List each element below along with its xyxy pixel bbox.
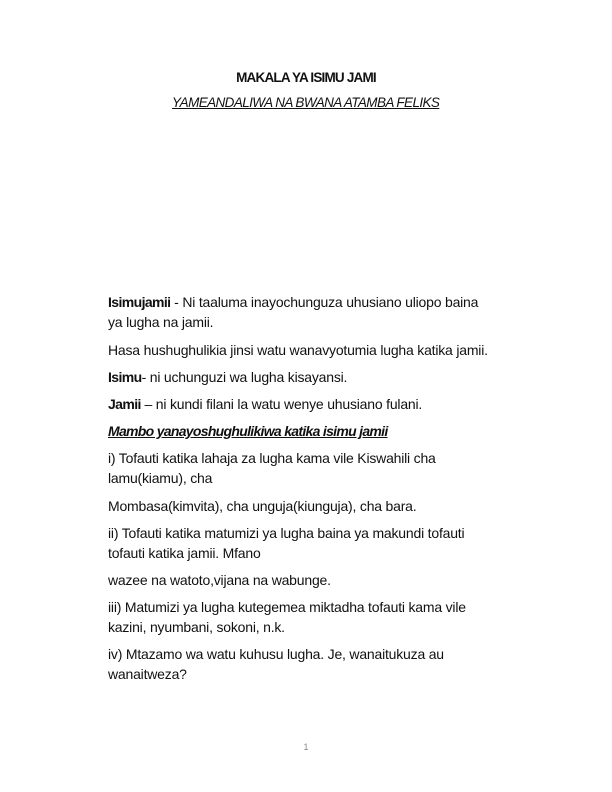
list-item: lamu(kiamu), cha xyxy=(108,470,213,486)
page-number: 1 xyxy=(303,742,309,752)
term: Isimujamii xyxy=(108,294,171,310)
list-item: wazee na watoto,vijana na wabunge. xyxy=(108,572,331,588)
definition-jamii xyxy=(108,396,422,412)
list-item: iv) Mtazamo wa watu kuhusu lugha. Je, wanaitukuza au xyxy=(108,646,444,662)
list-item: iii) Matumizi ya lugha kutegemea miktadha tofauti kama vile xyxy=(108,599,466,615)
list-item: Mombasa(kimvita), cha unguja(kiunguja), cha bara. xyxy=(108,498,417,514)
list-item: ii) Tofauti katika matumizi ya lugha baina ya makundi tofauti xyxy=(108,525,465,541)
definition-continuation: ya lugha na jamii. xyxy=(108,314,214,330)
definition-text: – ni kundi filani la watu wenye uhusiano fulani. xyxy=(140,396,423,412)
paragraph: Hasa hushughulikia jinsi watu wanavyotumia lugha katika jamii. xyxy=(108,342,488,358)
definition-isimujamii xyxy=(108,294,478,310)
definition-text: - ni uchunguzi wa lugha kisayansi. xyxy=(141,369,348,385)
document-title: MAKALA YA ISIMU JAMI xyxy=(236,70,376,85)
term: Isimu xyxy=(108,369,142,385)
term: Jamii xyxy=(108,396,141,412)
list-item: kazini, nyumbani, sokoni, n.k. xyxy=(108,619,285,635)
list-item: wanaitweza? xyxy=(108,666,187,682)
section-heading: Mambo yanayoshughulikiwa katika isimu jamii xyxy=(108,423,388,439)
list-item: i) Tofauti katika lahaja za lugha kama vile Kiswahili cha xyxy=(108,450,436,466)
list-item: tofauti katika jamii. Mfano xyxy=(108,545,261,561)
definition-isimu xyxy=(108,369,347,385)
document-subtitle: YAMEANDALIWA NA BWANA ATAMBA FELIKS xyxy=(172,95,440,110)
definition-text: - Ni taaluma inayochunguza uhusiano uliopo baina xyxy=(170,294,479,310)
